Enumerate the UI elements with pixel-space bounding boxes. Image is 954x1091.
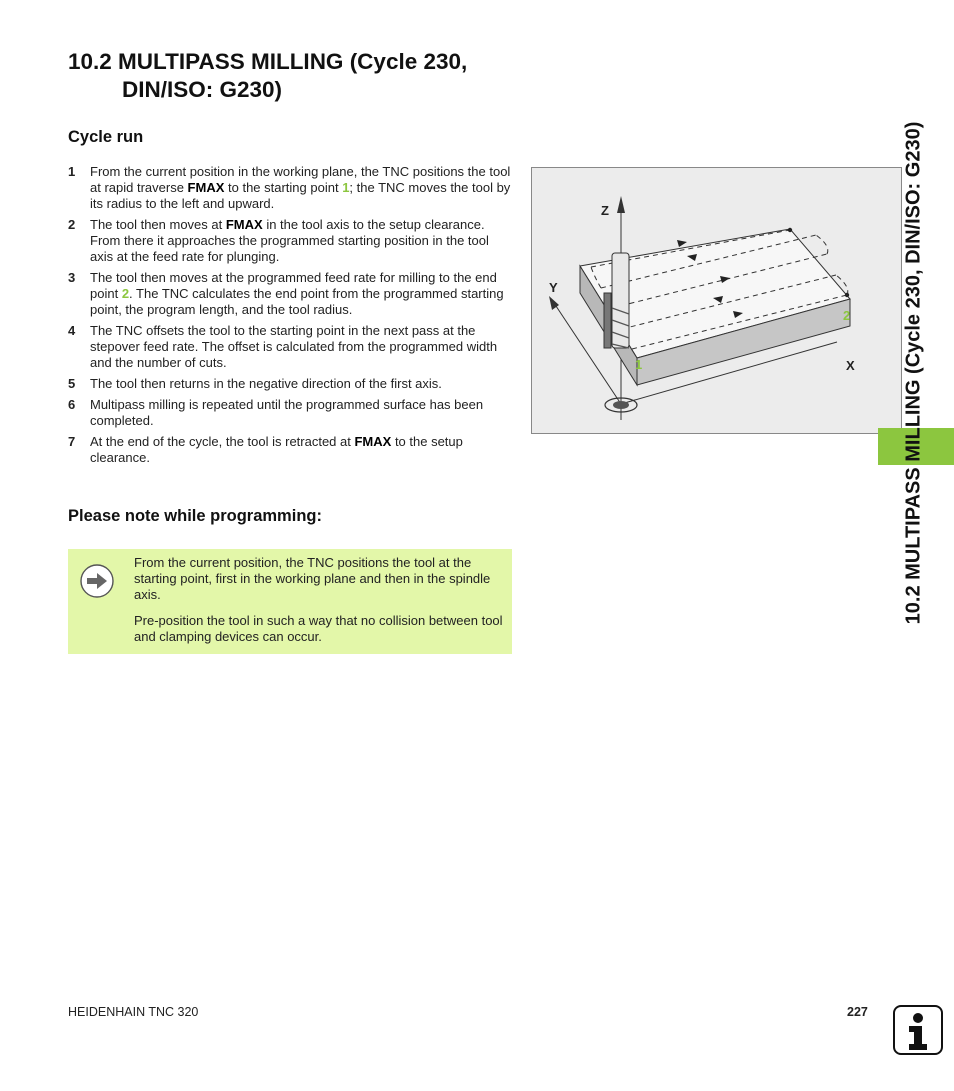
step-text (90, 376, 512, 392)
step-text-part: The tool then returns in the negative direction of the first axis. (90, 376, 442, 391)
step-point-ref: 2 (121, 286, 130, 301)
step-text-part: . The TNC calculates the end point from the programmed starting point, the program length, and the tool radius. (90, 286, 504, 317)
step-text-part: to the setup clearance. (90, 434, 463, 465)
note-paragraph-2: Pre-position the tool in such a way that no collision between tool and clamping devices can occur. (134, 613, 503, 644)
step-number: 4 (68, 323, 76, 338)
step-number: 7 (68, 434, 76, 449)
arrow-right-icon (80, 564, 114, 598)
note-paragraph-1: From the current position, the TNC positions the tool at the starting point, first in the working plane and then in the spindle axis. (134, 555, 491, 602)
step-text-part: The TNC offsets the tool to the starting point in the next pass at the stepover feed rate. The offset is calculated from the programmed width and the number of cuts. (90, 323, 498, 370)
side-title-text: 10.2 MULTIPASS MILLING (Cycle 230, DIN/ISO: G230) (902, 121, 925, 625)
point-label-1: 1 (635, 357, 643, 372)
tool-side-shadow (604, 293, 611, 348)
step-number: 2 (68, 217, 76, 232)
cycle-step (68, 397, 512, 429)
path-point-2-dot (845, 293, 849, 297)
page-title-line1: 10.2 MULTIPASS MILLING (Cycle 230, (68, 49, 468, 74)
step-text-part: Multipass milling is repeated until the programmed surface has been completed. (90, 397, 484, 428)
cycle-step (68, 376, 512, 392)
step-text (90, 323, 512, 371)
step-text (90, 217, 512, 265)
axis-label-x: X (846, 358, 855, 373)
milling-diagram (532, 168, 901, 433)
step-keyword: FMAX (354, 434, 392, 449)
tool-shank (612, 253, 629, 348)
step-number: 5 (68, 376, 76, 391)
step-number: 3 (68, 270, 76, 285)
step-text (90, 397, 512, 429)
path-end-dot (788, 228, 792, 232)
milling-figure (531, 167, 902, 434)
step-number: 1 (68, 164, 76, 179)
step-text-part: At the end of the cycle, the tool is retracted at (90, 434, 355, 449)
step-number: 6 (68, 397, 76, 412)
step-text-part: ; the TNC moves the tool by its radius to the left and upward. (90, 180, 511, 211)
section-heading-cycle-run: Cycle run (68, 128, 144, 146)
step-text-part: The tool then moves at the programmed feed rate for milling to the end point (90, 270, 497, 301)
cycle-steps-list (68, 164, 512, 471)
footer-manual-name: HEIDENHAIN TNC 320 (68, 1005, 199, 1019)
z-axis-arrow (617, 196, 625, 213)
step-keyword: FMAX (225, 217, 263, 232)
step-text (90, 164, 512, 212)
step-text (90, 270, 512, 318)
cycle-step (68, 323, 512, 371)
step-point-ref: 1 (342, 180, 350, 195)
section-heading-note: Please note while programming: (68, 507, 322, 525)
step-text-part: in the tool axis to the setup clearance. From there it approaches the programmed starting position in the tool axis at the feed rate for plunging. (90, 217, 489, 264)
page-title-line2: DIN/ISO: G230) (122, 77, 283, 102)
step-keyword: FMAX (187, 180, 225, 195)
page-number: 227 (847, 1005, 868, 1019)
step-text-part: From the current position in the working plane, the TNC positions the tool at rapid traverse (90, 164, 511, 195)
axis-label-y: Y (549, 280, 558, 295)
cycle-step (68, 217, 512, 265)
note-box (68, 549, 512, 654)
page-title (68, 48, 467, 104)
step-text-part: The tool then moves at (90, 217, 226, 232)
point-label-2: 2 (843, 308, 851, 323)
axis-label-z: Z (601, 203, 609, 218)
cycle-step (68, 270, 512, 318)
cycle-step (68, 434, 512, 466)
info-icon[interactable] (893, 1005, 943, 1055)
cycle-step (68, 164, 512, 212)
step-text (90, 434, 512, 466)
origin-center (613, 401, 629, 409)
step-text-part: to the starting point (224, 180, 343, 195)
